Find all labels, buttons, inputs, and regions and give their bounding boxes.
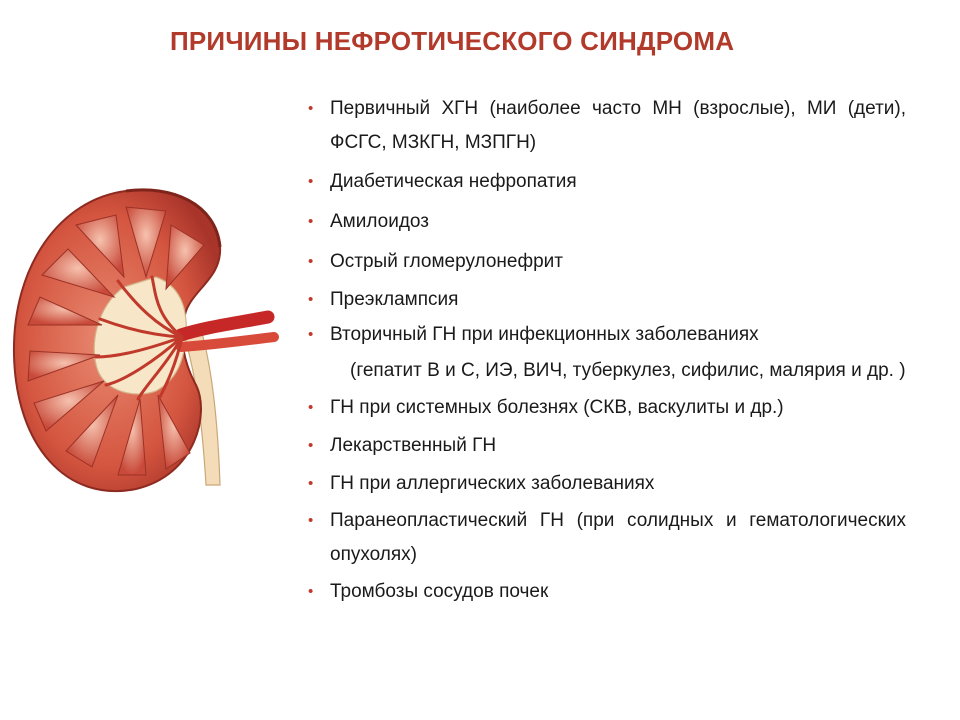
list-item bbox=[308, 504, 906, 572]
bullet-icon: • bbox=[308, 291, 314, 308]
list-item-text: Острый гломерулонефрит bbox=[330, 251, 563, 272]
bullet-icon: • bbox=[308, 173, 314, 190]
bullet-icon: • bbox=[308, 475, 314, 492]
list-item-text: ГН при аллергических заболеваниях bbox=[330, 473, 655, 494]
list-item-text: Первичный ХГН (наиболее часто МН (взрослые), МИ (дети), ФСГС, МЗКГН, МЗПГН) bbox=[330, 98, 906, 153]
kidney-cross-section-icon bbox=[6, 185, 296, 500]
list-item bbox=[308, 164, 906, 200]
list-item-text: Паранеопластический ГН (при солидных и гематологических опухолях) bbox=[330, 510, 906, 565]
bullet-icon: • bbox=[308, 100, 314, 117]
list-item-text: Диабетическая нефропатия bbox=[330, 171, 577, 192]
slide-title: ПРИЧИНЫ НЕФРОТИЧЕСКОГО СИНДРОМА bbox=[170, 26, 735, 56]
list-item-text: ГН при системных болезнях (СКВ, васкулиты и др.) bbox=[330, 397, 784, 418]
list-item bbox=[308, 92, 906, 160]
bullet-icon: • bbox=[308, 512, 314, 529]
bullet-icon: • bbox=[308, 583, 314, 600]
list-item bbox=[308, 466, 906, 502]
list-item-detail: (гепатит В и С, ИЭ, ВИЧ, туберкулез, сифилис, малярия и др. ) bbox=[350, 360, 906, 381]
list-item bbox=[308, 428, 906, 464]
bullet-icon: • bbox=[308, 213, 314, 230]
list-item-text: Преэклампсия bbox=[330, 289, 459, 310]
list-item bbox=[308, 390, 906, 426]
list-item-text: Вторичный ГН при инфекционных заболеваниях bbox=[330, 324, 759, 345]
causes-list bbox=[308, 92, 906, 610]
list-item-text: Тромбозы сосудов почек bbox=[330, 581, 549, 602]
bullet-icon: • bbox=[308, 326, 314, 343]
bullet-icon: • bbox=[308, 437, 314, 454]
bullet-icon: • bbox=[308, 399, 314, 416]
bullet-icon: • bbox=[308, 253, 314, 270]
list-item bbox=[308, 244, 906, 280]
list-item bbox=[308, 282, 906, 318]
list-item bbox=[308, 318, 906, 388]
list-item bbox=[308, 574, 906, 610]
list-item bbox=[308, 204, 906, 240]
list-item-text: Лекарственный ГН bbox=[330, 435, 497, 456]
list-item-text: Амилоидоз bbox=[330, 211, 429, 232]
